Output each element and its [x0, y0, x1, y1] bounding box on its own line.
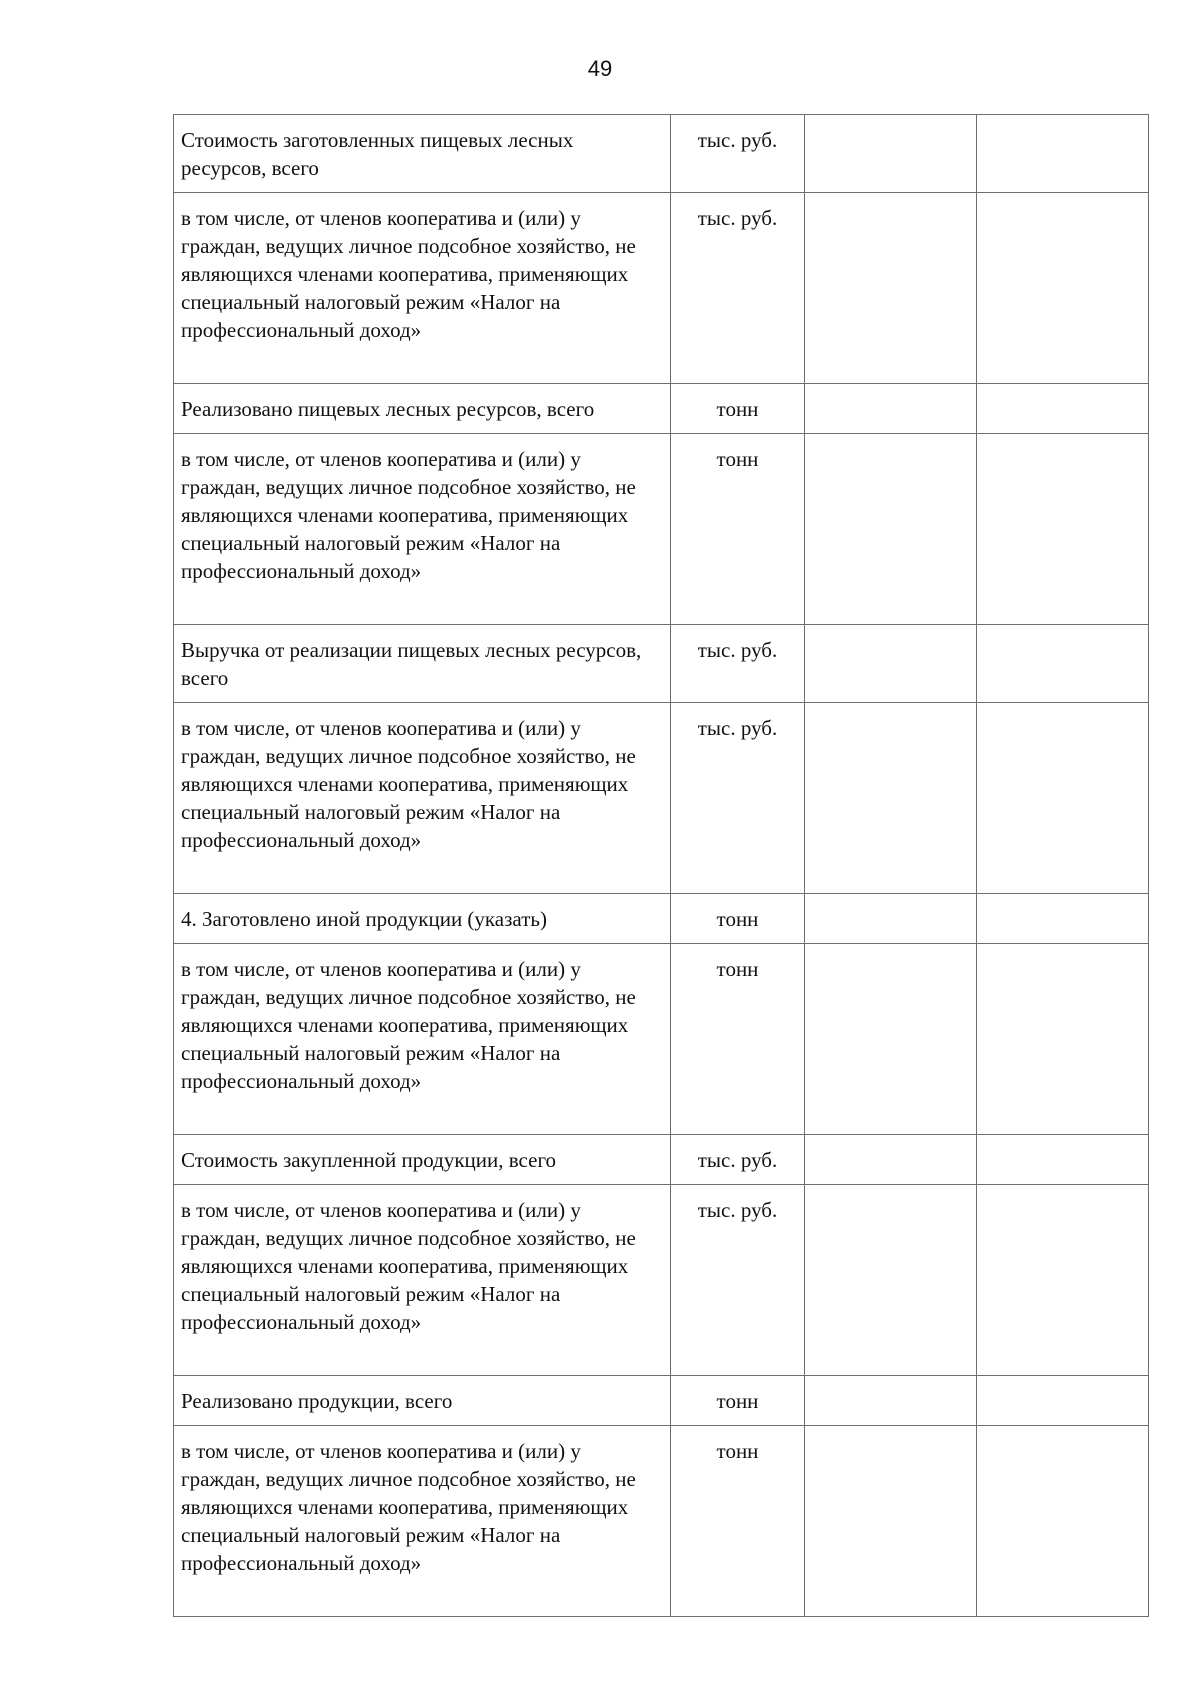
- row-unit: тонн: [671, 384, 805, 434]
- row-unit: тонн: [671, 894, 805, 944]
- table-row: [174, 703, 1149, 894]
- row-label: в том числе, от членов кооператива и (или) у граждан, ведущих личное подсобное хозяйство, не являющихся членами кооператива, применяющих специальный налоговый режим «Налог на профессиональный доход»: [174, 1185, 671, 1376]
- table-row: [174, 115, 1149, 193]
- row-unit: тыс. руб.: [671, 1135, 805, 1185]
- row-label: Реализовано пищевых лесных ресурсов, всего: [174, 384, 671, 434]
- row-label: Стоимость закупленной продукции, всего: [174, 1135, 671, 1185]
- value-cell-2: [977, 894, 1149, 944]
- page-number: 49: [587, 56, 613, 81]
- row-label: Стоимость заготовленных пищевых лесных ресурсов, всего: [174, 115, 671, 193]
- value-cell-2: [977, 434, 1149, 625]
- row-unit: тыс. руб.: [671, 193, 805, 384]
- table-row: [174, 193, 1149, 384]
- row-unit: тонн: [671, 434, 805, 625]
- table-row: [174, 1135, 1149, 1185]
- table-row: [174, 944, 1149, 1135]
- row-unit: тыс. руб.: [671, 703, 805, 894]
- table-row: [174, 434, 1149, 625]
- value-cell-2: [977, 1426, 1149, 1617]
- row-label: Выручка от реализации пищевых лесных ресурсов, всего: [174, 625, 671, 703]
- table-row: [174, 1426, 1149, 1617]
- value-cell-2: [977, 193, 1149, 384]
- table-row: [174, 1376, 1149, 1426]
- value-cell-1: [805, 1135, 977, 1185]
- table-row: [174, 1185, 1149, 1376]
- row-unit: тонн: [671, 1376, 805, 1426]
- value-cell-1: [805, 625, 977, 703]
- row-label: в том числе, от членов кооператива и (или) у граждан, ведущих личное подсобное хозяйство, не являющихся членами кооператива, применяющих специальный налоговый режим «Налог на профессиональный доход»: [174, 944, 671, 1135]
- value-cell-2: [977, 1376, 1149, 1426]
- value-cell-1: [805, 384, 977, 434]
- value-cell-2: [977, 1135, 1149, 1185]
- value-cell-1: [805, 944, 977, 1135]
- row-unit: тонн: [671, 944, 805, 1135]
- row-label: в том числе, от членов кооператива и (или) у граждан, ведущих личное подсобное хозяйство, не являющихся членами кооператива, применяющих специальный налоговый режим «Налог на профессиональный доход»: [174, 434, 671, 625]
- row-label: 4. Заготовлено иной продукции (указать): [174, 894, 671, 944]
- row-label: в том числе, от членов кооператива и (или) у граждан, ведущих личное подсобное хозяйство, не являющихся членами кооператива, применяющих специальный налоговый режим «Налог на профессиональный доход»: [174, 1426, 671, 1617]
- row-unit: тыс. руб.: [671, 115, 805, 193]
- value-cell-2: [977, 944, 1149, 1135]
- value-cell-1: [805, 1185, 977, 1376]
- row-unit: тыс. руб.: [671, 1185, 805, 1376]
- value-cell-2: [977, 384, 1149, 434]
- value-cell-2: [977, 703, 1149, 894]
- table-row: [174, 894, 1149, 944]
- row-unit: тонн: [671, 1426, 805, 1617]
- row-label: Реализовано продукции, всего: [174, 1376, 671, 1426]
- value-cell-1: [805, 1426, 977, 1617]
- report-table: [173, 114, 1149, 1617]
- row-label: в том числе, от членов кооператива и (или) у граждан, ведущих личное подсобное хозяйство, не являющихся членами кооператива, применяющих специальный налоговый режим «Налог на профессиональный доход»: [174, 703, 671, 894]
- value-cell-1: [805, 703, 977, 894]
- value-cell-2: [977, 625, 1149, 703]
- value-cell-2: [977, 115, 1149, 193]
- table-row: [174, 625, 1149, 703]
- row-unit: тыс. руб.: [671, 625, 805, 703]
- value-cell-1: [805, 193, 977, 384]
- value-cell-1: [805, 1376, 977, 1426]
- value-cell-2: [977, 1185, 1149, 1376]
- value-cell-1: [805, 434, 977, 625]
- value-cell-1: [805, 894, 977, 944]
- row-label: в том числе, от членов кооператива и (или) у граждан, ведущих личное подсобное хозяйство, не являющихся членами кооператива, применяющих специальный налоговый режим «Налог на профессиональный доход»: [174, 193, 671, 384]
- table-row: [174, 384, 1149, 434]
- value-cell-1: [805, 115, 977, 193]
